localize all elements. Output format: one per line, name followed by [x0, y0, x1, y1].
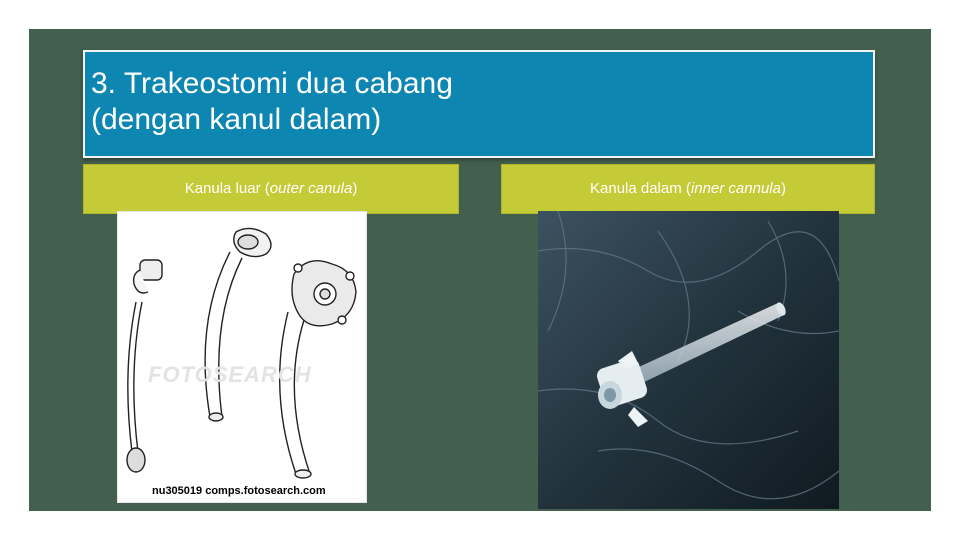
caption-left-italic: outer canula	[269, 180, 353, 197]
inner-cannula-photo	[538, 211, 839, 509]
image-credit: nu305019 comps.fotosearch.com	[152, 485, 326, 497]
tracheostomy-tubes-drawing	[118, 212, 367, 503]
title-line-2: (dengan kanul dalam)	[91, 103, 382, 136]
outer-canula-illustration	[117, 211, 367, 503]
caption-right-italic: inner cannula	[690, 180, 781, 197]
caption-left-prefix: Kanula luar (	[184, 180, 270, 197]
caption-left-suffix: )	[352, 180, 358, 197]
inner-cannula-on-slate-drawing	[538, 211, 839, 509]
slide-title	[83, 50, 875, 158]
caption-outer-canula	[83, 164, 459, 214]
fotosearch-watermark: FOTOSEARCH	[148, 362, 312, 387]
title-line-1: 3. Trakeostomi dua cabang	[91, 67, 453, 100]
caption-right-suffix: )	[780, 180, 786, 197]
caption-inner-cannula	[501, 164, 875, 214]
caption-right-prefix: Kanula dalam (	[590, 180, 691, 197]
